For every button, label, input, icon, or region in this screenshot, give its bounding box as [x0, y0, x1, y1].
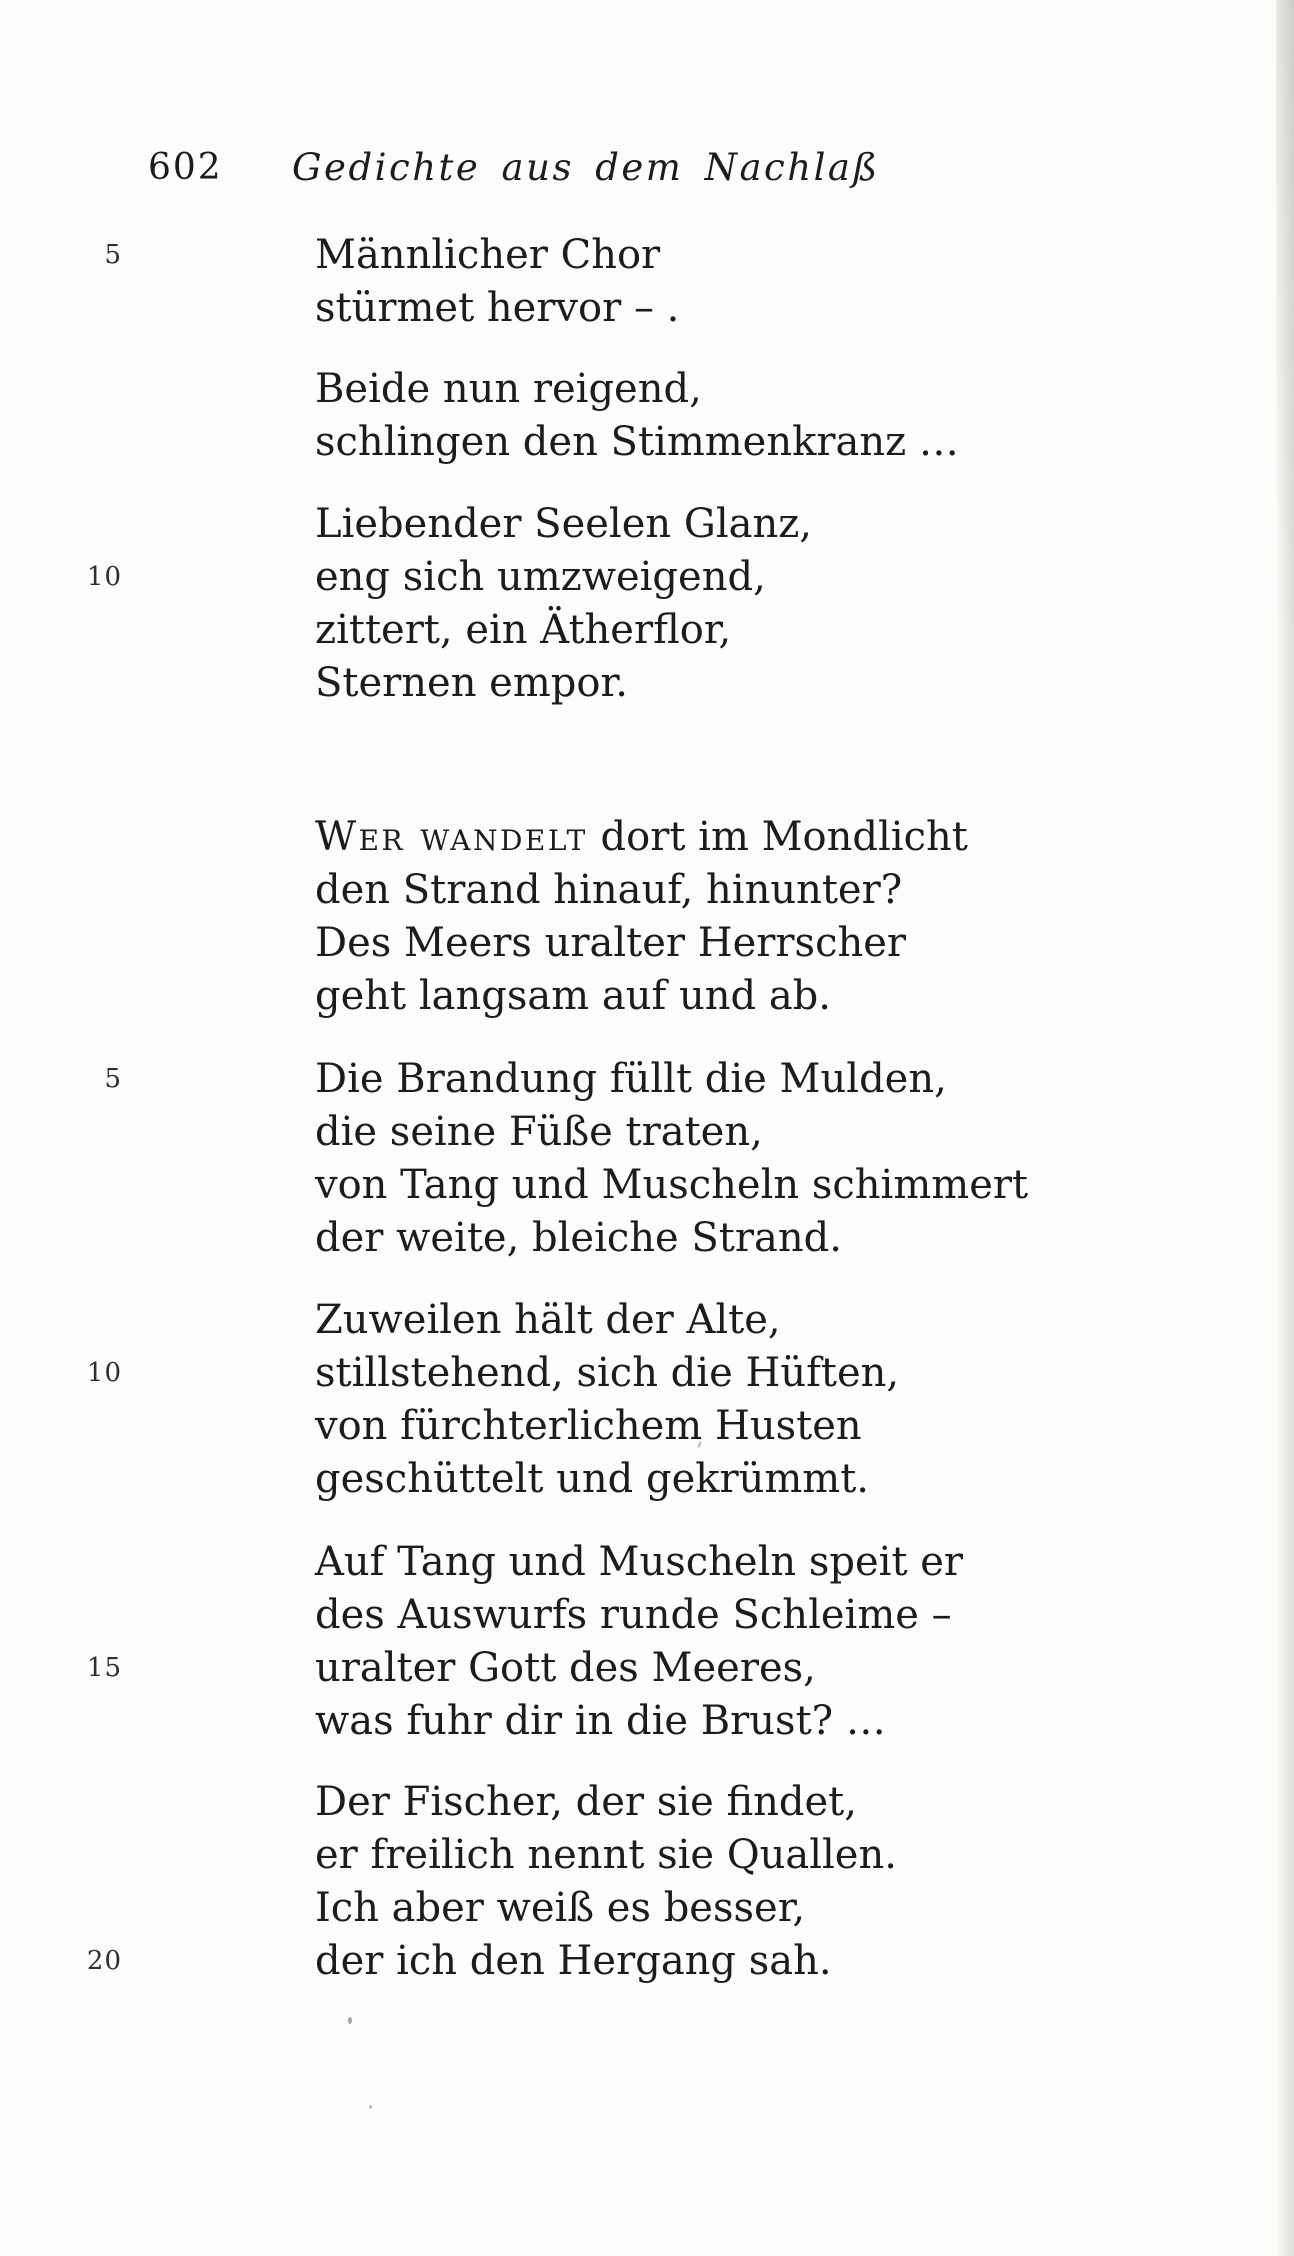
poem-line — [315, 1294, 899, 1347]
poem-line — [315, 1106, 1028, 1159]
poem-line-text: Des Meers uralter Herrscher — [315, 920, 907, 966]
poem-line — [315, 970, 968, 1023]
poem-line — [315, 1776, 897, 1829]
poem-line-text: Beide nun reigend, — [315, 366, 702, 412]
poem-line-text: der weite, bleiche Strand. — [315, 1215, 842, 1261]
poem-line-text: schlingen den Stimmenkranz … — [315, 419, 959, 465]
line-number: 15 — [86, 1653, 122, 1683]
poem-line — [315, 1212, 1028, 1265]
poem-line — [315, 1453, 899, 1506]
poem-line-text: Der Fischer, der sie findet, — [315, 1779, 857, 1825]
line-number: 10 — [86, 562, 122, 592]
poem-line — [315, 1400, 899, 1453]
poem-line-text: den Strand hinauf, hinunter? — [315, 867, 903, 913]
poem-line-text: geht langsam auf und ab. — [315, 973, 831, 1019]
poem-line — [86, 1935, 897, 1988]
poem-line-text: zittert, ein Ätherflor, — [315, 607, 732, 653]
poem-line-text: Ich aber weiß es besser, — [315, 1885, 806, 1931]
line-number: 10 — [86, 1358, 122, 1388]
poem-line-text: geschüttelt und gekrümmt. — [315, 1456, 870, 1502]
poem-line-text: stillstehend, sich die Hüften, — [315, 1350, 900, 1396]
poem-line — [315, 1695, 963, 1748]
poem-line — [315, 864, 968, 917]
poem-line-text: stürmet hervor – . — [315, 285, 680, 331]
stanza — [86, 1776, 897, 1988]
poem-line — [315, 1829, 897, 1882]
poem-line — [86, 1347, 900, 1400]
poem-line-text: Männlicher Chor — [315, 232, 661, 278]
poem-line-text: Sternen empor. — [315, 660, 628, 706]
stanza — [86, 1294, 900, 1506]
running-title: Gedichte aus dem Nachlaß — [292, 146, 880, 189]
page-number: 602 — [148, 147, 223, 188]
poem-line-lead-smallcaps: Wer wandelt — [315, 814, 588, 860]
poem-line-text: uralter Gott des Meeres, — [315, 1645, 816, 1691]
poem-line — [104, 1053, 1028, 1106]
poem-line-text: Auf Tang und Muscheln speit er — [315, 1539, 964, 1585]
poem-line-text: der ich den Hergang sah. — [315, 1938, 832, 1984]
stanza — [315, 811, 968, 1023]
stanza — [86, 1536, 964, 1748]
scan-speck — [348, 2017, 352, 2024]
poem-line-text: eng sich umzweigend, — [315, 554, 766, 600]
poem-line — [315, 1536, 963, 1589]
poem-line — [315, 1589, 963, 1642]
poem-line — [315, 1159, 1028, 1212]
line-number: 20 — [86, 1946, 122, 1976]
poem-line — [315, 1882, 897, 1935]
poem-line-text: dort im Mondlicht — [587, 814, 968, 860]
poem-line — [315, 811, 968, 864]
scan-speck — [369, 2105, 372, 2109]
poem-line-text: die seine Füße traten, — [315, 1109, 763, 1155]
poem-line-text: was fuhr dir in die Brust? … — [315, 1698, 886, 1744]
poem-line-text: er freilich nennt sie Quallen. — [315, 1832, 897, 1878]
poem-line — [315, 917, 968, 970]
line-number: 5 — [104, 1064, 122, 1094]
poem-line-text: des Auswurfs runde Schleime – — [315, 1592, 952, 1638]
poem-line — [86, 1642, 963, 1695]
poem-line-text: Zuweilen hält der Alte, — [315, 1297, 781, 1343]
line-number: 5 — [104, 240, 122, 270]
stanza — [104, 1053, 1029, 1265]
poem-line-text: Liebender Seelen Glanz, — [315, 501, 813, 547]
poem-line-text: von fürchterlichem Husten — [315, 1403, 862, 1449]
poem-line-text: Die Brandung füllt die Mulden, — [315, 1056, 947, 1102]
poem-line-text: von Tang und Muscheln schimmert — [315, 1162, 1029, 1208]
